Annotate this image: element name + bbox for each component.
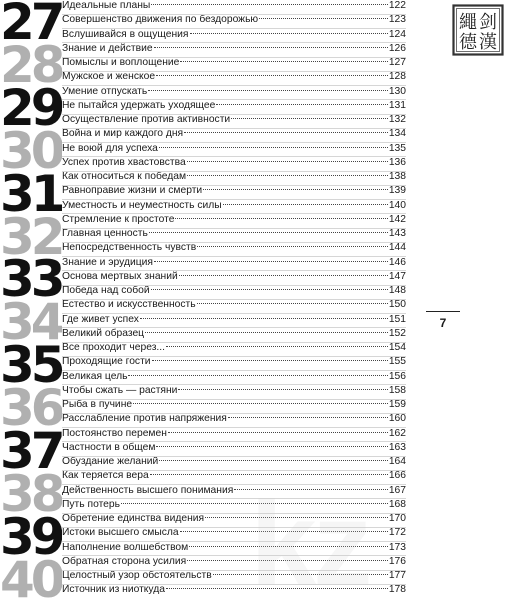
- toc-entry-page: 166: [388, 470, 406, 482]
- toc-entry-page: 138: [388, 171, 406, 182]
- toc-row-separator: [62, 484, 406, 485]
- toc-row-separator: [62, 156, 406, 157]
- toc-entry-title: Обуздание желаний: [62, 456, 159, 467]
- toc-dot-leader: [203, 189, 388, 190]
- toc-row-separator: [62, 285, 406, 286]
- toc-entry[interactable]: [62, 412, 406, 427]
- toc-entry[interactable]: [62, 384, 406, 399]
- toc-dot-leader: [178, 389, 387, 390]
- toc-entry[interactable]: [62, 498, 406, 513]
- toc-entry-title: Истоки высшего смысла: [62, 527, 179, 539]
- toc-entry-title: Стремление к простоте: [62, 213, 175, 225]
- toc-entry[interactable]: [62, 42, 406, 57]
- toc-row-separator: [62, 213, 406, 214]
- toc-entry-page: 168: [388, 498, 406, 510]
- toc-entry-page: 155: [388, 356, 406, 368]
- toc-entry[interactable]: [62, 355, 406, 370]
- toc-entry[interactable]: [62, 142, 406, 157]
- toc-dot-leader: [197, 246, 388, 247]
- toc-entry-title: Совершенство движения по бездорожью: [62, 14, 259, 26]
- toc-entry-title: Все проходит через...: [62, 342, 166, 353]
- toc-entry[interactable]: [62, 313, 406, 328]
- toc-entry-page: 122: [388, 0, 406, 11]
- toc-entry[interactable]: [62, 484, 406, 499]
- page-number-rule: [426, 311, 460, 312]
- toc-entry-page: 124: [388, 28, 406, 40]
- toc-row-separator: [62, 427, 406, 428]
- toc-row-separator: [62, 313, 406, 314]
- toc-entry-title: Знание и эрудиция: [62, 256, 153, 268]
- toc-entry-page: 160: [388, 413, 406, 425]
- toc-dot-leader: [166, 588, 388, 589]
- toc-dot-leader: [187, 161, 388, 162]
- toc-entry-page: 172: [388, 527, 406, 539]
- toc-entry-page: 140: [388, 199, 406, 211]
- chapter-number: 33: [0, 257, 62, 302]
- toc-entry-page: 131: [388, 99, 406, 111]
- toc-entry[interactable]: [62, 113, 406, 128]
- toc-entry[interactable]: [62, 427, 406, 442]
- toc-dot-leader: [128, 375, 387, 376]
- toc-row-separator: [62, 28, 406, 29]
- toc-dot-leader: [197, 303, 388, 304]
- toc-entry-title: Идеальные планы: [62, 0, 151, 11]
- toc-entry-page: 130: [388, 85, 406, 97]
- toc-entry-title: Постоянство перемен: [62, 427, 167, 439]
- toc-entry-page: 170: [388, 513, 406, 524]
- toc-row-separator: [62, 555, 406, 556]
- toc-dot-leader: [259, 18, 388, 19]
- toc-row-separator: [62, 584, 406, 585]
- toc-entry-page: 132: [388, 114, 406, 125]
- toc-dot-leader: [133, 403, 388, 404]
- toc-entry-title: Расслабление против напряжения: [62, 413, 227, 425]
- toc-row-separator: [62, 513, 406, 514]
- toc-row-separator: [62, 270, 406, 271]
- toc-entry-title: Уместность и неуместность силы: [62, 199, 222, 211]
- toc-entry[interactable]: [62, 341, 406, 356]
- toc-row-separator: [62, 384, 406, 385]
- toc-row-separator: [62, 342, 406, 343]
- toc-dot-leader: [213, 574, 388, 575]
- toc-entry-title: Действенность высшего понимания: [62, 484, 234, 496]
- toc-entry-title: Помыслы и воплощение: [62, 57, 180, 68]
- chapter-number: 39: [0, 514, 62, 559]
- toc-entry-title: Как теряется вера: [62, 470, 149, 482]
- toc-entry[interactable]: [62, 99, 406, 114]
- toc-entry[interactable]: [62, 441, 406, 456]
- toc-entry-page: 135: [388, 142, 406, 154]
- chapter-number: 31: [0, 171, 62, 216]
- toc-row-separator: [62, 85, 406, 86]
- chapter-number: 37: [0, 429, 62, 473]
- toc-dot-leader: [184, 132, 388, 133]
- toc-entry-page: 156: [388, 370, 406, 382]
- toc-row-separator: [62, 299, 406, 300]
- toc-entry-page: 148: [388, 285, 406, 296]
- chapter-number: 27: [0, 0, 62, 44]
- toc-row-separator: [62, 228, 406, 229]
- toc-row-separator: [62, 498, 406, 499]
- seal-glyph: 德: [459, 32, 477, 53]
- toc-entry-page: 152: [388, 327, 406, 339]
- toc-entry-title: Как относиться к победам: [62, 171, 187, 182]
- toc-entry-page: 139: [388, 185, 406, 197]
- toc-entry-page: 154: [388, 342, 406, 353]
- toc-dot-leader: [149, 232, 388, 233]
- toc-entry-title: Успех против хвастовства: [62, 156, 186, 168]
- chapter-number: 40: [0, 557, 62, 602]
- toc-dot-leader: [234, 489, 388, 490]
- toc-dot-leader: [175, 218, 387, 219]
- toc-entry-title: Источник из ниоткуда: [62, 584, 165, 596]
- toc-entry[interactable]: [62, 298, 406, 313]
- toc-entry-page: 150: [388, 299, 406, 311]
- watermark: kz: [250, 477, 369, 611]
- toc-row-separator: [62, 570, 406, 571]
- toc-entry[interactable]: [62, 241, 406, 256]
- toc-entry-page: 147: [388, 270, 406, 282]
- page-number: 7: [439, 316, 447, 330]
- toc-dot-leader: [154, 47, 388, 48]
- toc-entry-page: 178: [388, 584, 406, 596]
- toc-dot-leader: [156, 75, 388, 76]
- toc-entry-title: Проходящие гости: [62, 356, 151, 368]
- toc-entry[interactable]: [62, 370, 406, 385]
- toc-entry-page: 143: [388, 228, 406, 239]
- toc-entry[interactable]: [62, 526, 406, 541]
- toc-entry-title: Чтобы сжать — растяни: [62, 384, 178, 396]
- toc-dot-leader: [159, 460, 388, 461]
- toc-row-separator: [62, 242, 406, 243]
- toc-entry-page: 136: [388, 156, 406, 168]
- toc-entry-page: 164: [388, 456, 406, 467]
- toc-entry-page: 162: [388, 427, 406, 439]
- toc-dot-leader: [187, 175, 388, 176]
- toc-entry[interactable]: [62, 541, 406, 556]
- toc-entry-title: Целостный узор обстоятельств: [62, 570, 212, 581]
- toc-row-separator: [62, 399, 406, 400]
- chapter-number: 28: [0, 42, 62, 87]
- toc-row-separator: [62, 114, 406, 115]
- toc-entry-page: 128: [388, 71, 406, 83]
- toc-row-separator: [62, 413, 406, 414]
- toc-row-separator: [62, 171, 406, 172]
- toc-row-separator: [62, 441, 406, 442]
- toc-dot-leader: [190, 33, 388, 34]
- chapter-number: 30: [0, 128, 62, 173]
- toc-row-separator: [62, 99, 406, 100]
- toc-dot-leader: [154, 261, 388, 262]
- toc-entry-title: Мужское и женское: [62, 71, 156, 83]
- toc-row-separator: [62, 14, 406, 15]
- toc-entry-page: 127: [388, 57, 406, 68]
- toc-entry-title: Не воюй для успеха: [62, 142, 158, 154]
- toc-row-separator: [62, 199, 406, 200]
- toc-entry-page: 173: [388, 541, 406, 553]
- toc-entry[interactable]: [62, 0, 406, 14]
- toc-entry-title: Великая цель: [62, 370, 128, 382]
- toc-entry-title: Путь потерь: [62, 498, 120, 510]
- toc-dot-leader: [228, 417, 388, 418]
- toc-dot-leader: [189, 546, 388, 547]
- toc-dot-leader: [231, 118, 388, 119]
- toc-entry-title: Естество и искусственность: [62, 299, 196, 311]
- toc-row-separator: [62, 71, 406, 72]
- toc-row-separator: [62, 42, 406, 43]
- toc-entry-title: Главная ценность: [62, 228, 148, 239]
- seal-glyph: 剑: [479, 12, 497, 33]
- toc-entry[interactable]: [62, 227, 406, 242]
- toc-row-separator: [62, 527, 406, 528]
- toc-dot-leader: [166, 346, 388, 347]
- toc-entry-title: Обретение единства видения: [62, 513, 205, 524]
- toc-dot-leader: [223, 204, 388, 205]
- toc-entry-title: Осуществление против активности: [62, 114, 231, 125]
- toc-dot-leader: [187, 560, 388, 561]
- toc-entry-title: Основа мертвых знаний: [62, 270, 178, 282]
- toc-entry[interactable]: [62, 28, 406, 43]
- toc-row-separator: [62, 541, 406, 542]
- toc-dot-leader: [140, 318, 388, 319]
- chapter-number: 38: [0, 471, 62, 516]
- toc-entry[interactable]: [62, 85, 406, 100]
- toc-dot-leader: [148, 90, 388, 91]
- toc-dot-leader: [152, 360, 388, 361]
- toc-entry-page: 151: [388, 313, 406, 325]
- toc-entry[interactable]: [62, 184, 406, 199]
- toc-row-separator: [62, 456, 406, 457]
- toc-entry-page: 159: [388, 399, 406, 410]
- toc-entry-page: 144: [388, 242, 406, 254]
- toc-entry[interactable]: [62, 583, 406, 598]
- toc-entry[interactable]: [62, 284, 406, 299]
- toc-entry[interactable]: [62, 199, 406, 214]
- toc-entry-title: Где живет успех: [62, 313, 139, 325]
- toc-dot-leader: [179, 275, 388, 276]
- toc-dot-leader: [156, 446, 387, 447]
- seal-glyph: 繩: [459, 12, 477, 33]
- toc-entry[interactable]: [62, 170, 406, 185]
- toc-entry[interactable]: [62, 555, 406, 570]
- chapter-number: 29: [0, 85, 62, 130]
- toc-entry[interactable]: [62, 469, 406, 484]
- toc-entry-page: 176: [388, 555, 406, 567]
- toc-entry-title: Рыба в пучине: [62, 399, 133, 410]
- seal-glyph: 漢: [479, 32, 497, 53]
- toc-entry-title: Не пытайся удержать уходящее: [62, 99, 216, 111]
- chapter-number: 32: [0, 214, 62, 259]
- toc-row-separator: [62, 142, 406, 143]
- toc-dot-leader: [180, 531, 388, 532]
- toc-row-separator: [62, 256, 406, 257]
- toc-entry-title: Равноправие жизни и смерти: [62, 185, 203, 197]
- toc-entry-title: Непосредственность чувств: [62, 242, 197, 254]
- toc-dot-leader: [121, 503, 388, 504]
- toc-row-separator: [62, 57, 406, 58]
- toc-entry[interactable]: [62, 327, 406, 342]
- toc-entry-title: Умение отпускать: [62, 85, 148, 97]
- toc-entry-page: 177: [388, 570, 406, 581]
- chapter-number: 34: [0, 300, 62, 345]
- chapter-number: 35: [0, 343, 62, 388]
- toc-entry-page: 167: [388, 484, 406, 496]
- toc-entry-title: Вслушивайся в ощущения: [62, 28, 189, 40]
- toc-entry-title: Война и мир каждого дня: [62, 128, 184, 140]
- toc-entry-page: 146: [388, 256, 406, 268]
- toc-row-separator: [62, 128, 406, 129]
- toc-row-separator: [62, 185, 406, 186]
- toc-row-separator: [62, 356, 406, 357]
- toc-dot-leader: [150, 474, 388, 475]
- toc-row-separator: [62, 370, 406, 371]
- toc-entry[interactable]: [62, 70, 406, 85]
- toc-entry[interactable]: [62, 569, 406, 584]
- toc-entry[interactable]: [62, 13, 406, 28]
- toc-entry[interactable]: [62, 455, 406, 470]
- toc-entry-title: Знание и действие: [62, 42, 153, 54]
- toc-dot-leader: [159, 147, 388, 148]
- toc-entry[interactable]: [62, 256, 406, 271]
- toc-row-separator: [62, 327, 406, 328]
- toc-entry-title: Великий образец: [62, 327, 145, 339]
- toc-entry-title: Наполнение волшебством: [62, 541, 189, 553]
- toc-entry[interactable]: [62, 56, 406, 71]
- toc-dot-leader: [216, 104, 387, 105]
- toc-entry[interactable]: [62, 156, 406, 171]
- toc-entry-page: 126: [388, 42, 406, 54]
- toc-entry-page: 123: [388, 14, 406, 26]
- toc-entry-title: Победа над собой: [62, 285, 150, 296]
- toc-entry[interactable]: [62, 127, 406, 142]
- seal-stamp-icon: [452, 4, 504, 56]
- toc-entry[interactable]: [62, 213, 406, 228]
- toc-dot-leader: [145, 332, 388, 333]
- toc-entry[interactable]: [62, 270, 406, 285]
- toc-row-separator: [62, 470, 406, 471]
- toc-entry-title: Обратная сторона усилия: [62, 555, 187, 567]
- toc-dot-leader: [168, 432, 388, 433]
- toc-dot-leader: [151, 289, 388, 290]
- toc-entry[interactable]: [62, 512, 406, 527]
- toc-entry-page: 163: [388, 441, 406, 453]
- toc-entry-page: 134: [388, 128, 406, 140]
- toc-entry[interactable]: [62, 398, 406, 413]
- toc-entry-title: Частности в общем: [62, 441, 156, 453]
- toc-dot-leader: [151, 4, 388, 5]
- toc-dot-leader: [180, 61, 387, 62]
- toc-entry-page: 158: [388, 384, 406, 396]
- toc-dot-leader: [205, 517, 388, 518]
- chapter-number: 36: [0, 386, 62, 431]
- toc-entry-page: 142: [388, 213, 406, 225]
